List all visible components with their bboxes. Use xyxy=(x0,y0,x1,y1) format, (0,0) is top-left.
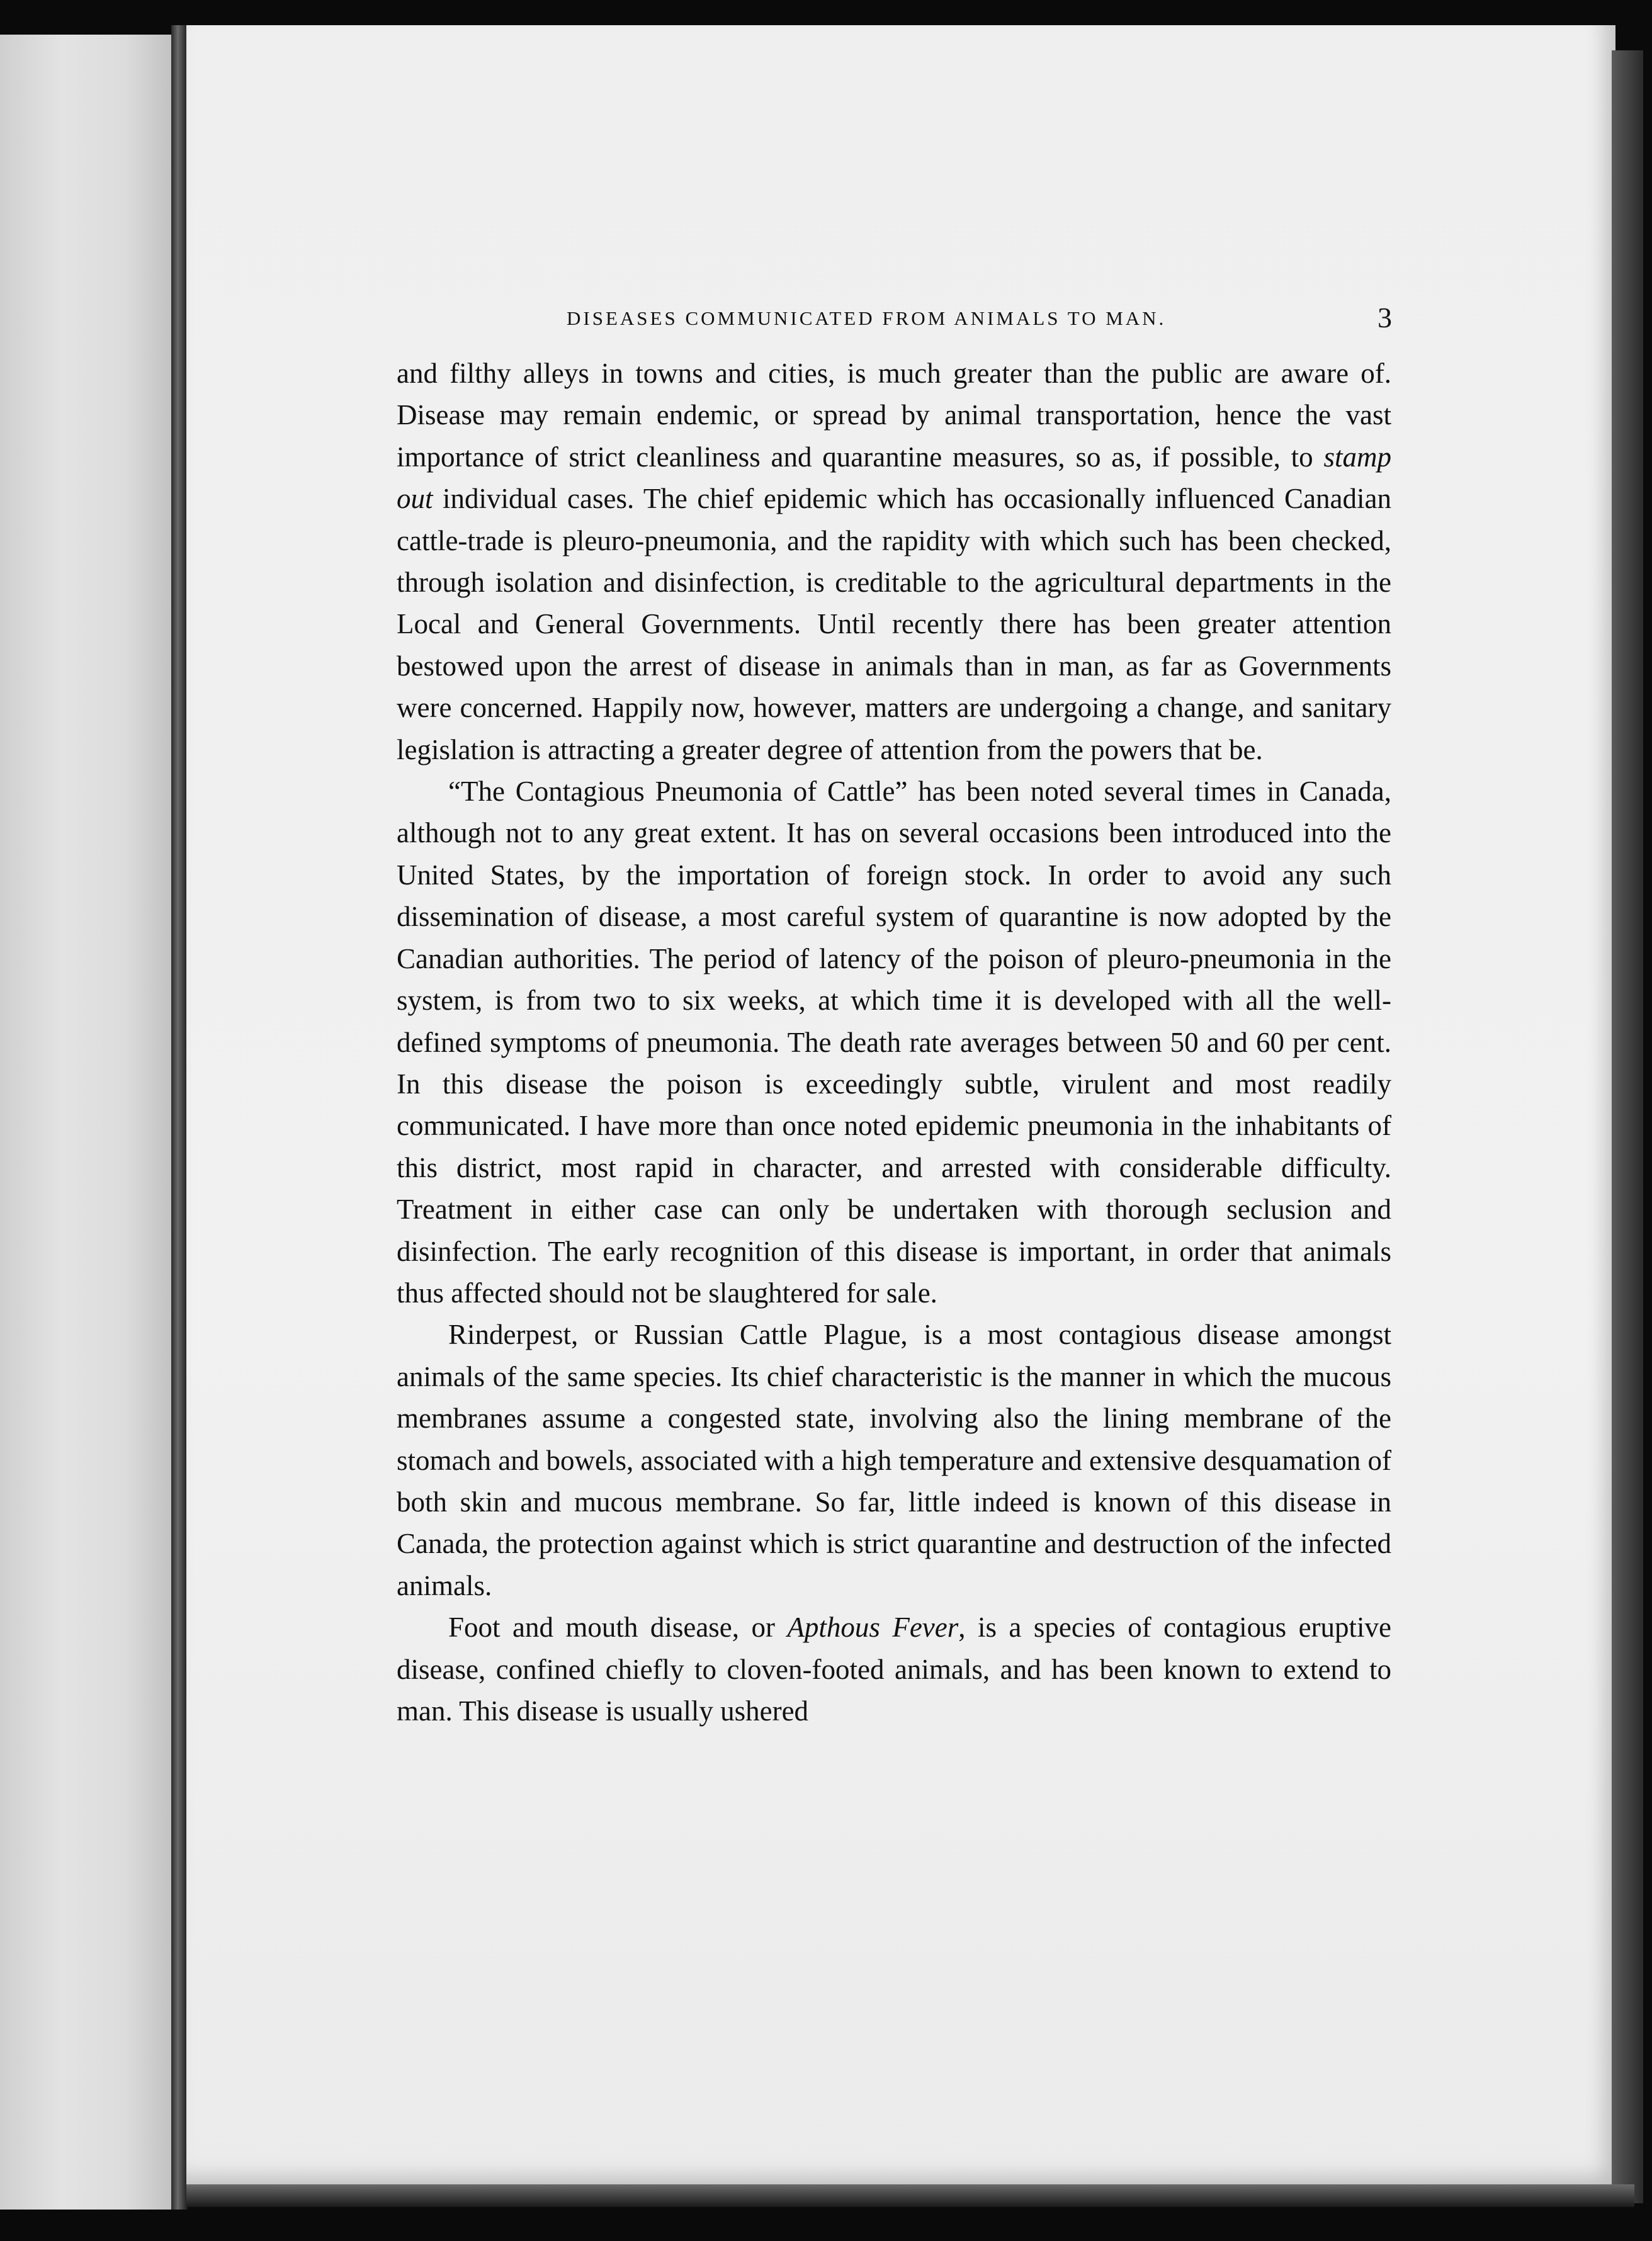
page-edge-shadow xyxy=(1612,50,1643,2203)
emphasis-apthous-fever: Apthous Fever xyxy=(787,1612,959,1644)
facing-page-edge xyxy=(0,35,182,2210)
paragraph-4-text-a: Foot and mouth disease, or xyxy=(448,1612,788,1644)
paragraph-4 xyxy=(397,1606,1391,1732)
binding-gutter xyxy=(171,25,188,2210)
paragraph-1 xyxy=(397,353,1391,771)
emphasis-stamp-out: stamp out xyxy=(397,441,1391,515)
paragraph-1-text-b: individual cases. The chief epidemic which has occasionally influenced Canadian cattle-trade is pleuro-pneumonia, and the rapidity with which such has been checked, through isolation and disinfection, is creditable to the agricultural departments in the Local and General Governments. Until recently there has been greater attention bestowed upon the arrest of disease in animals than in man, as far as Governments were concerned. Happily now, however, matters are undergoing a change, and sanitary legislation is attracting a greater degree of attention from the powers that be. xyxy=(397,483,1391,765)
page-bottom-shadow xyxy=(186,2184,1634,2207)
paragraph-4-text-b: , is a species of contagious eruptive disease, confined chiefly to cloven-footed animals, and has been known to extend to man. This disease is usually ushered xyxy=(397,1612,1391,1727)
paragraph-3: Rinderpest, or Russian Cattle Plague, is a most contagious disease amongst animals of the same species. Its chief characteristic is the manner in which the mucous membranes assume a congested state, involving also the lining membrane of the stomach and bowels, associated with a high temperature and extensive desquamation of both skin and mucous membrane. So far, little indeed is known of this disease in Canada, the protection against which is strict quarantine and destruction of the infected animals. xyxy=(397,1319,1391,1601)
page-number: 3 xyxy=(1378,302,1392,334)
paragraph-1-text-a: and filthy alleys in towns and cities, is much greater than the public are aware of. Disease may remain endemic, or spread by animal transportation, hence the vast importance of strict cleanliness and quarantine measures, so as, if possible, to xyxy=(397,358,1391,473)
running-head: DISEASES COMMUNICATED FROM ANIMALS TO MAN. xyxy=(567,307,1167,329)
paragraph-2: “The Contagious Pneumonia of Cattle” has been noted several times in Canada, although not to any great extent. It has on several occasions been introduced into the United States, by the importation of foreign stock. In order to avoid any such dissemination of disease, a most careful system of quarantine is now adopted by the Canadian authorities. The period of latency of the poison of pleuro-pneumonia in the system, is from two to six weeks, at which time it is developed with all the well-defined symptoms of pneumonia. The death rate averages between 50 and 60 per cent. In this disease the poison is exceedingly subtle, virulent and most readily communicated. I have more than once noted epidemic pneumonia in the inhabitants of this district, most rapid in character, and arrested with considerable difficulty. Treatment in either case can only be undertaken with thorough seclusion and disinfection. The early recognition of this disease is important, in order that animals thus affected should not be slaughtered for sale. xyxy=(397,776,1391,1309)
body-text xyxy=(397,353,1391,1732)
